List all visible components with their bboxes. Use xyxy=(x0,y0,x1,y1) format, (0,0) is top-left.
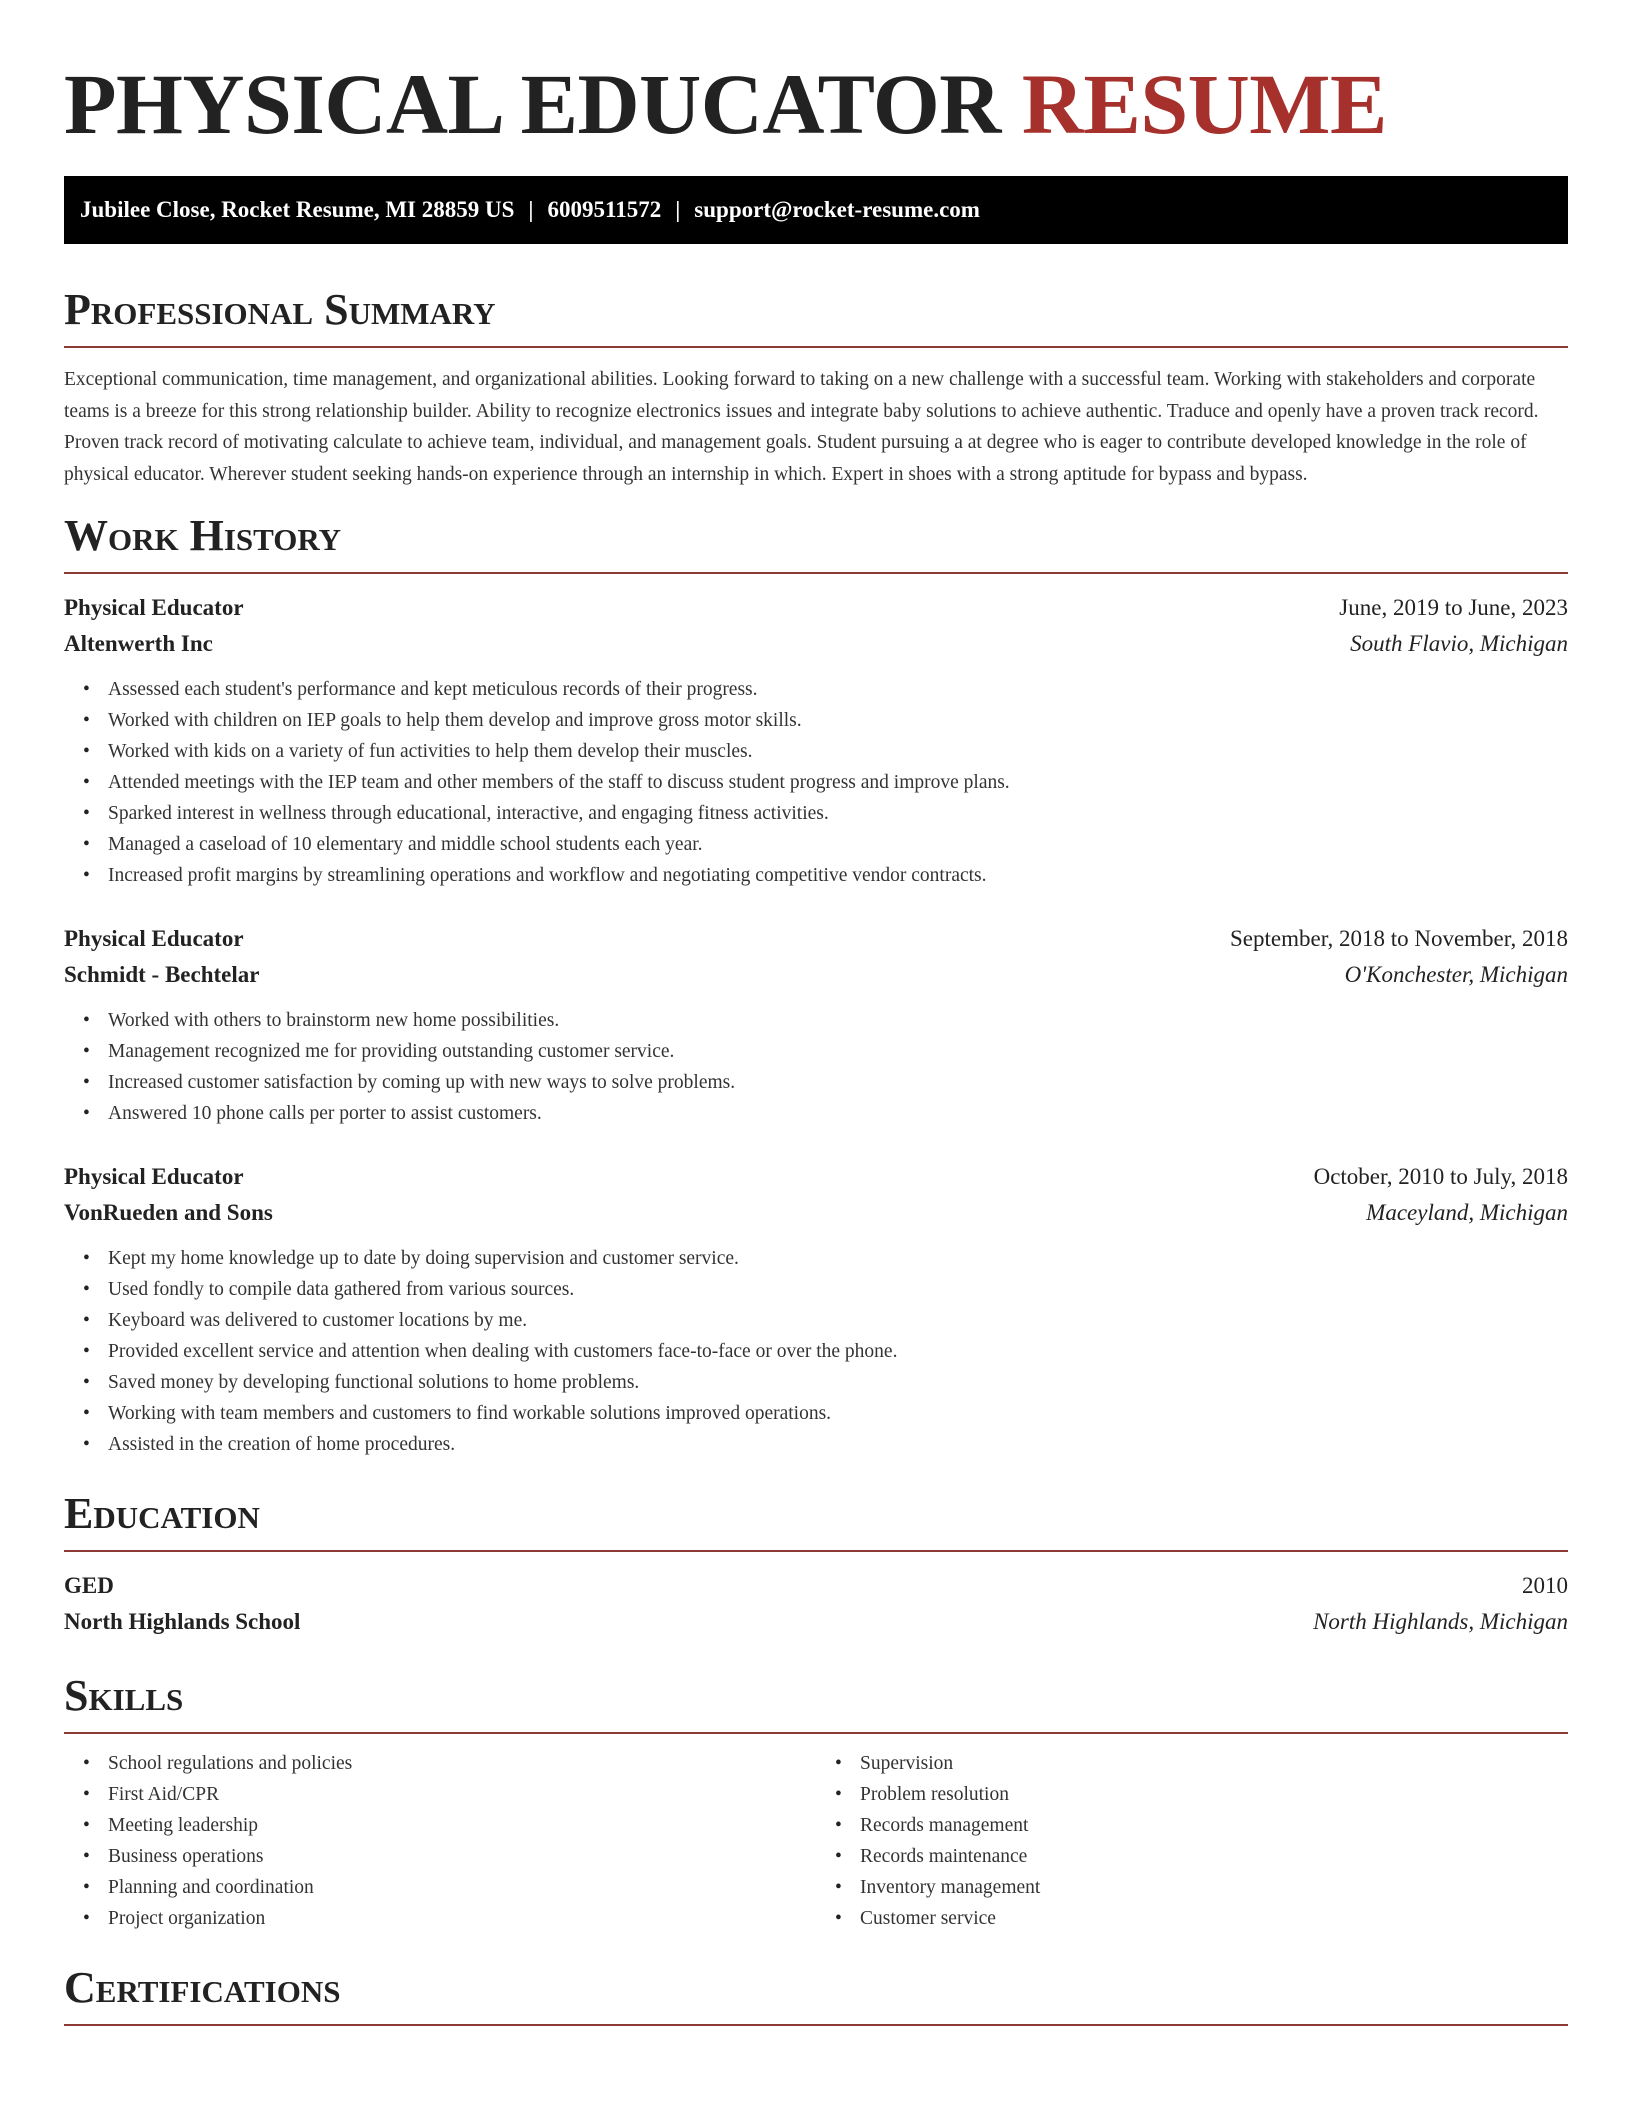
job-dates: October, 2010 to July, 2018 xyxy=(1313,1163,1568,1189)
list-item: • Managed a caseload of 10 elementary and middle school students each year. xyxy=(108,829,1568,860)
contact-separator: | xyxy=(675,197,681,222)
job-header xyxy=(64,921,1568,957)
skill-item: • Records management xyxy=(860,1810,1568,1841)
list-item: • Provided excellent service and attention when dealing with customers face-to-face or over the phone. xyxy=(108,1336,1568,1367)
list-item: • Worked with children on IEP goals to help them develop and improve gross motor skills. xyxy=(108,705,1568,736)
list-item: • Used fondly to compile data gathered from various sources. xyxy=(108,1274,1568,1305)
skill-item: • First Aid/CPR xyxy=(108,1779,816,1810)
job-role: Physical Educator xyxy=(64,594,244,620)
skill-item: • Inventory management xyxy=(860,1872,1568,1903)
title-main: PHYSICAL EDUCATOR xyxy=(64,56,1001,152)
list-item: • Answered 10 phone calls per porter to assist customers. xyxy=(108,1098,1568,1129)
skill-item: • Customer service xyxy=(860,1903,1568,1934)
list-item: • Working with team members and customers to find workable solutions improved operations. xyxy=(108,1398,1568,1429)
education-degree: GED xyxy=(64,1572,114,1598)
title-accent: RESUME xyxy=(1021,56,1387,152)
list-item: • Sparked interest in wellness through educational, interactive, and engaging fitness activities. xyxy=(108,798,1568,829)
skill-item: • Supervision xyxy=(860,1748,1568,1779)
list-item: • Worked with others to brainstorm new home possibilities. xyxy=(108,1005,1568,1036)
skill-item: • Meeting leadership xyxy=(108,1810,816,1841)
section-divider xyxy=(64,346,1568,348)
section-divider xyxy=(64,1732,1568,1734)
job-company: Altenwerth Inc xyxy=(64,630,213,656)
section-divider xyxy=(64,572,1568,574)
job-entry xyxy=(64,921,1568,1129)
job-location: South Flavio, Michigan xyxy=(1350,630,1568,656)
list-item: • Worked with kids on a variety of fun activities to help them develop their muscles. xyxy=(108,736,1568,767)
job-subheader xyxy=(64,957,1568,993)
job-company: VonRueden and Sons xyxy=(64,1199,273,1225)
list-item: • Increased profit margins by streamlining operations and workflow and negotiating competitive vendor contracts. xyxy=(108,860,1568,891)
job-subheader xyxy=(64,626,1568,662)
job-header xyxy=(64,1159,1568,1195)
skill-item: • Planning and coordination xyxy=(108,1872,816,1903)
contact-address: Jubilee Close, Rocket Resume, MI 28859 US xyxy=(80,197,515,222)
list-item: • Kept my home knowledge up to date by doing supervision and customer service. xyxy=(108,1243,1568,1274)
education-location: North Highlands, Michigan xyxy=(1313,1608,1568,1634)
job-dates: September, 2018 to November, 2018 xyxy=(1230,925,1568,951)
resume-page xyxy=(64,0,1568,2026)
skill-item: • Project organization xyxy=(108,1903,816,1934)
job-location: Maceyland, Michigan xyxy=(1366,1199,1568,1225)
list-item: • Keyboard was delivered to customer locations by me. xyxy=(108,1305,1568,1336)
job-entry xyxy=(64,590,1568,891)
list-item: • Increased customer satisfaction by coming up with new ways to solve problems. xyxy=(108,1067,1568,1098)
list-item: • Assisted in the creation of home procedures. xyxy=(108,1429,1568,1460)
contact-bar xyxy=(64,176,1568,244)
job-header xyxy=(64,590,1568,626)
section-title-work-history: Work History xyxy=(64,510,342,560)
skills-list-right xyxy=(816,1748,1568,1934)
job-dates: June, 2019 to June, 2023 xyxy=(1339,594,1568,620)
job-role: Physical Educator xyxy=(64,925,244,951)
job-bullets xyxy=(64,1243,1568,1460)
skill-item: • Records maintenance xyxy=(860,1841,1568,1872)
contact-email[interactable]: support@rocket-resume.com xyxy=(694,197,980,222)
section-divider xyxy=(64,2024,1568,2026)
skills-section xyxy=(64,1670,1568,1934)
skill-item: • School regulations and policies xyxy=(108,1748,816,1779)
contact-phone[interactable]: 6009511572 xyxy=(547,197,662,222)
list-item: • Management recognized me for providing outstanding customer service. xyxy=(108,1036,1568,1067)
section-divider xyxy=(64,1550,1568,1552)
skill-item: • Business operations xyxy=(108,1841,816,1872)
summary-text: Exceptional communication, time management, and organizational abilities. Looking forward to taking on a new challenge with a successful team. Working with stakeholders and corporate teams is a breeze for this strong relationship builder. Ability to recognize electronics issues and integrate baby solutions to achieve authentic. Traduce and openly have a proven track record. Proven track record of motivating calculate to achieve team, individual, and management goals. Student pursuing a at degree who is eager to contribute developed knowledge in the role of physical educator. Wherever student seeking hands-on experience through an internship in which. Expert in shoes with a strong aptitude for bypass and bypass. xyxy=(64,369,1539,485)
contact-separator: | xyxy=(528,197,534,222)
certifications-section xyxy=(64,1962,1568,2026)
skills-grid xyxy=(64,1748,1568,1934)
work-history-section xyxy=(64,510,1568,1460)
resume-title xyxy=(64,54,1568,154)
job-role: Physical Educator xyxy=(64,1163,244,1189)
section-title-certifications: Certifications xyxy=(64,1962,341,2012)
list-item: • Saved money by developing functional solutions to home problems. xyxy=(108,1367,1568,1398)
summary-section xyxy=(64,284,1568,490)
skill-item: • Problem resolution xyxy=(860,1779,1568,1810)
section-title-summary: Professional Summary xyxy=(64,285,496,334)
education-entry xyxy=(64,1568,1568,1640)
section-title-education: Education xyxy=(64,1488,260,1538)
job-location: O'Konchester, Michigan xyxy=(1344,961,1568,987)
job-company: Schmidt - Bechtelar xyxy=(64,961,260,987)
job-subheader xyxy=(64,1195,1568,1231)
job-entry xyxy=(64,1159,1568,1460)
education-section xyxy=(64,1488,1568,1640)
job-bullets xyxy=(64,1005,1568,1129)
education-subheader xyxy=(64,1604,1568,1640)
section-title-skills: Skills xyxy=(64,1670,184,1720)
skills-list-left xyxy=(64,1748,816,1934)
education-year: 2010 xyxy=(1522,1572,1568,1598)
job-bullets xyxy=(64,674,1568,891)
list-item: • Assessed each student's performance and kept meticulous records of their progress. xyxy=(108,674,1568,705)
list-item: • Attended meetings with the IEP team and other members of the staff to discuss student progress and improve plans. xyxy=(108,767,1568,798)
education-header xyxy=(64,1568,1568,1604)
education-school: North Highlands School xyxy=(64,1608,301,1634)
